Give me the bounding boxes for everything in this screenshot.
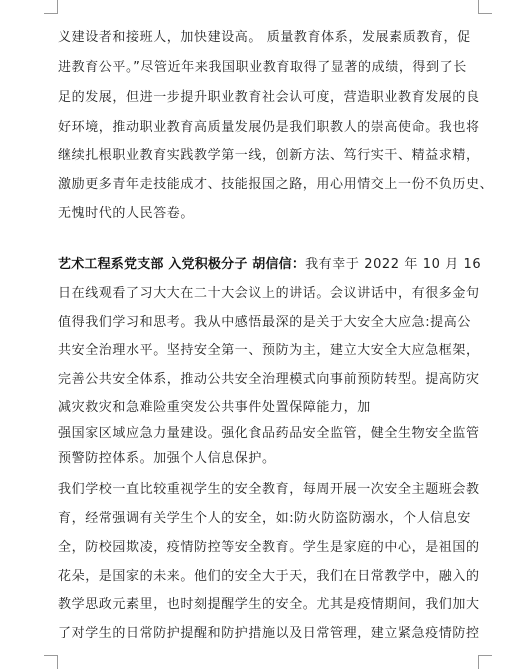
crop-mark-bottom-left-vertical xyxy=(57,655,58,669)
author-heading: 艺术工程系党支部 入党积极分子 胡信信： xyxy=(58,257,306,272)
text-line: 我有幸于 2022 年 10 月 16 xyxy=(305,257,482,272)
text-line: 减灾救灾和急难险重突发公共事件处置保障能力，加 xyxy=(58,400,371,415)
heading-line xyxy=(58,257,481,273)
text-line: 花朵，是国家的未来。他们的安全大于天，我们在日常教学中，融入的 xyxy=(58,569,480,584)
crop-mark-bottom-right-vertical xyxy=(478,655,479,669)
text-line: 了对学生的日常防护提醒和防护措施以及日常管理，建立紧急疫情防控 xyxy=(58,626,480,641)
text-line: 教学思政元素里，也时刻提醒学生的安全。尤其是疫情期间，我们加大 xyxy=(58,597,480,612)
crop-mark-top-right-vertical xyxy=(478,0,479,14)
text-line: 育，经常强调有关学生个人的安全，如:防火防盗防溺水，个人信息安 xyxy=(58,511,471,526)
text-line: 完善公共安全体系，推动公共安全治理模式向事前预防转型。提高防灾 xyxy=(58,372,480,387)
text-line: 强国家区域应急力量建设。强化食品药品安全监管，健全生物安全监管 xyxy=(58,426,480,441)
text-line: 共安全治理水平。坚持安全第一、预防为主，建立大安全大应急框架， xyxy=(58,343,480,358)
text-line: 预警防控体系。加强个人信息保护。 xyxy=(58,451,276,466)
text-line: 好环境，推动职业教育高质量发展仍是我们职教人的崇高使命。我也将 xyxy=(58,120,480,135)
text-line: 日在线观看了习大大在二十大会议上的讲话。会议讲话中，有很多金句 xyxy=(58,286,480,301)
crop-mark-top-left-vertical xyxy=(57,0,58,14)
text-line: 全，防校园欺凌，疫情防控等安全教育。学生是家庭的中心，是祖国的 xyxy=(58,540,480,555)
text-line: 继续扎根职业教育实践教学第一线，创新方法、笃行实干、精益求精， xyxy=(58,148,480,163)
text-line: 值得我们学习和思考。我从中感悟最深的是关于大安全大应急:提高公 xyxy=(58,315,471,330)
text-line: 义建设者和接班人，加快建设高。 质量教育体系，发展素质教育，促 xyxy=(58,30,471,45)
text-line: 激励更多青年走技能成才、技能报国之路，用心用情交上一份不负历史、 xyxy=(58,177,494,192)
text-line: 我们学校一直比较重视学生的安全教育，每周开展一次安全主题班会教 xyxy=(58,482,480,497)
text-line: 进教育公平。”尽管近年来我国职业教育取得了显著的成绩，得到了长 xyxy=(58,60,467,75)
text-line: 足的发展，但进一步提升职业教育社会认可度，营造职业教育发展的良 xyxy=(58,90,480,105)
text-line: 无愧时代的人民答卷。 xyxy=(58,206,195,221)
crop-mark-top-right-horizontal xyxy=(478,13,492,14)
crop-mark-bottom-left-horizontal xyxy=(44,655,58,656)
crop-mark-top-left-horizontal xyxy=(44,13,58,14)
crop-mark-bottom-right-horizontal xyxy=(478,655,492,656)
